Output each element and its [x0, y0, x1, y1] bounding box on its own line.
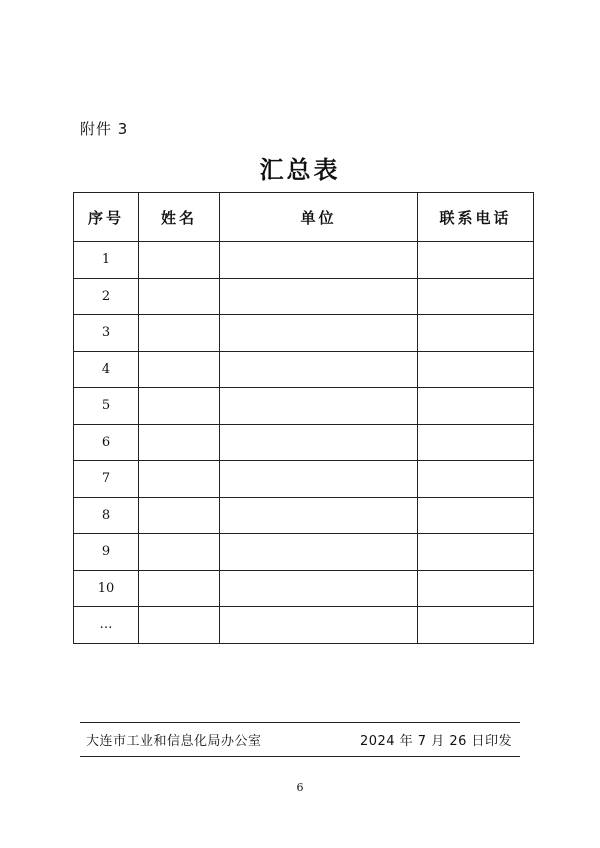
cell-unit — [220, 534, 418, 571]
footer-issue-date: 2024 年 7 月 26 日印发 — [359, 734, 512, 749]
cell-serial: 5 — [74, 388, 139, 425]
cell-serial: 1 — [74, 242, 139, 279]
table-row — [74, 607, 534, 644]
table-row — [74, 278, 534, 315]
table-header-row — [74, 193, 534, 242]
cell-serial: 3 — [74, 315, 139, 352]
cell-unit — [220, 607, 418, 644]
cell-phone — [418, 424, 534, 461]
header-serial-number: 序号 — [74, 193, 139, 242]
cell-serial: 4 — [74, 351, 139, 388]
table-row — [74, 315, 534, 352]
header-name: 姓名 — [139, 193, 220, 242]
cell-unit — [220, 424, 418, 461]
cell-phone — [418, 497, 534, 534]
cell-serial: 8 — [74, 497, 139, 534]
table-row — [74, 424, 534, 461]
table-row — [74, 570, 534, 607]
cell-phone — [418, 607, 534, 644]
footer-issuer: 大连市工业和信息化局办公室 — [86, 734, 262, 749]
cell-phone — [418, 351, 534, 388]
table-row — [74, 497, 534, 534]
cell-unit — [220, 351, 418, 388]
cell-unit — [220, 570, 418, 607]
cell-name — [139, 570, 220, 607]
attachment-label: 附件 3 — [80, 120, 129, 138]
table-row — [74, 388, 534, 425]
cell-name — [139, 424, 220, 461]
cell-name — [139, 497, 220, 534]
footer-top-rule — [80, 722, 520, 723]
cell-name — [139, 607, 220, 644]
footer-bottom-rule — [80, 756, 520, 757]
cell-serial: 7 — [74, 461, 139, 498]
table-row — [74, 461, 534, 498]
table-row — [74, 351, 534, 388]
cell-name — [139, 461, 220, 498]
cell-phone — [418, 388, 534, 425]
header-phone: 联系电话 — [418, 193, 534, 242]
cell-unit — [220, 461, 418, 498]
header-unit: 单位 — [220, 193, 418, 242]
cell-name — [139, 388, 220, 425]
cell-unit — [220, 497, 418, 534]
cell-phone — [418, 278, 534, 315]
page-number: 6 — [296, 781, 304, 794]
cell-unit — [220, 315, 418, 352]
document-title: 汇总表 — [259, 156, 341, 184]
cell-name — [139, 315, 220, 352]
cell-name — [139, 242, 220, 279]
cell-unit — [220, 278, 418, 315]
cell-unit — [220, 388, 418, 425]
cell-phone — [418, 315, 534, 352]
cell-name — [139, 278, 220, 315]
table-row — [74, 534, 534, 571]
cell-phone — [418, 534, 534, 571]
table-body — [74, 242, 534, 644]
cell-name — [139, 351, 220, 388]
cell-phone — [418, 242, 534, 279]
summary-table — [73, 192, 534, 644]
cell-serial: 10 — [74, 570, 139, 607]
cell-unit — [220, 242, 418, 279]
cell-phone — [418, 570, 534, 607]
cell-serial: 9 — [74, 534, 139, 571]
table-row — [74, 242, 534, 279]
cell-phone — [418, 461, 534, 498]
cell-serial: … — [74, 607, 139, 644]
cell-serial: 6 — [74, 424, 139, 461]
cell-serial: 2 — [74, 278, 139, 315]
cell-name — [139, 534, 220, 571]
